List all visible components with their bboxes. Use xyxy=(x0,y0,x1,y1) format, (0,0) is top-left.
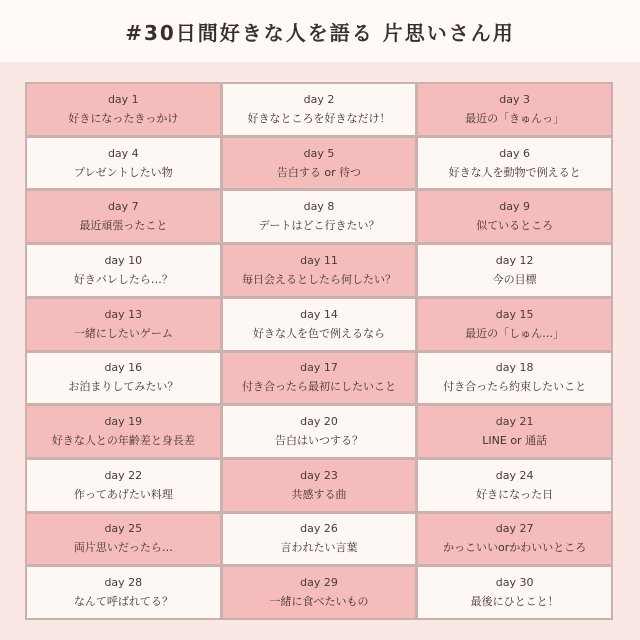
day-prompt: デートはどこ行きたい？ xyxy=(258,219,380,233)
day-prompt: 好きバレしたら…？ xyxy=(73,272,173,286)
day-cell xyxy=(223,567,416,618)
day-prompt: 似ているところ xyxy=(476,219,554,233)
day-prompt: 作ってあげたい料理 xyxy=(73,487,173,501)
day-label: day 16 xyxy=(104,361,143,375)
day-label: day 29 xyxy=(300,576,338,590)
day-prompt: 両片思いだったら… xyxy=(73,541,173,555)
day-label: day 15 xyxy=(495,307,534,321)
day-prompt: かっこいいorかわいいところ xyxy=(443,541,587,555)
day-label: day 23 xyxy=(300,468,338,482)
day-cell xyxy=(223,191,416,242)
day-prompt: LINE or 通話 xyxy=(482,434,548,448)
page-title: #30日間好きな人を語る 片思いさん用 xyxy=(125,20,515,45)
day-cell xyxy=(27,84,220,135)
challenge-grid xyxy=(25,82,613,620)
day-prompt: 好きになったきっかけ xyxy=(68,111,179,125)
day-label: day 14 xyxy=(300,307,338,321)
day-cell xyxy=(27,567,220,618)
day-label: day 27 xyxy=(495,522,534,536)
day-label: day 28 xyxy=(104,576,143,590)
day-prompt: 好きになった日 xyxy=(476,487,554,501)
day-label: day 12 xyxy=(495,253,534,267)
day-label: day 24 xyxy=(495,468,534,482)
day-prompt: 最近の「しゅん…」 xyxy=(465,326,565,340)
day-prompt: 付き合ったら最初にしたいこと xyxy=(241,380,396,394)
header xyxy=(0,0,640,62)
day-prompt: 共感する曲 xyxy=(291,487,347,501)
day-cell xyxy=(27,299,220,350)
day-label: day 6 xyxy=(499,146,531,160)
day-prompt: プレゼントしたい物 xyxy=(74,165,173,179)
day-label: day 17 xyxy=(300,361,338,375)
day-label: day 2 xyxy=(303,92,335,106)
day-cell xyxy=(418,191,611,242)
day-cell xyxy=(223,406,416,457)
day-cell xyxy=(223,514,416,565)
day-prompt: 好きな人を動物で例えると xyxy=(448,165,581,179)
day-label: day 3 xyxy=(499,92,531,106)
day-label: day 18 xyxy=(495,361,534,375)
day-prompt: 最後にひとこと！ xyxy=(470,595,559,609)
day-prompt: 好きな人との年齢差と身長差 xyxy=(51,434,195,448)
day-cell xyxy=(418,299,611,350)
day-prompt: 最近頑張ったこと xyxy=(79,219,168,233)
day-label: day 19 xyxy=(104,415,143,429)
day-prompt: お泊まりしてみたい？ xyxy=(68,380,179,394)
day-prompt: 告白はいつする？ xyxy=(274,434,363,448)
day-cell xyxy=(418,514,611,565)
day-label: day 22 xyxy=(104,468,143,482)
day-label: day 30 xyxy=(495,576,534,590)
day-cell xyxy=(223,460,416,511)
day-label: day 9 xyxy=(499,200,531,214)
day-label: day 26 xyxy=(300,522,338,536)
day-cell xyxy=(418,84,611,135)
day-cell xyxy=(223,353,416,404)
day-prompt: 告白する or 待つ xyxy=(276,165,362,179)
day-label: day 20 xyxy=(300,415,338,429)
day-prompt: 好きなところを好きなだけ！ xyxy=(247,111,391,125)
day-label: day 21 xyxy=(495,415,534,429)
day-cell xyxy=(223,84,416,135)
day-label: day 10 xyxy=(104,253,143,267)
day-cell xyxy=(27,406,220,457)
day-label: day 7 xyxy=(107,200,139,214)
day-cell xyxy=(27,191,220,242)
day-cell xyxy=(418,460,611,511)
day-cell xyxy=(27,460,220,511)
day-label: day 25 xyxy=(104,522,143,536)
day-cell xyxy=(27,514,220,565)
day-prompt: 一緒にしたいゲーム xyxy=(73,326,173,340)
day-cell xyxy=(27,353,220,404)
day-cell xyxy=(223,138,416,189)
day-prompt: 毎日会えるとしたら何したい？ xyxy=(241,272,396,286)
day-cell xyxy=(418,567,611,618)
day-prompt: 一緒に食べたいもの xyxy=(269,595,369,609)
day-prompt: 最近の「きゅんっ」 xyxy=(465,111,565,125)
day-label: day 4 xyxy=(107,146,139,160)
day-label: day 8 xyxy=(303,200,335,214)
day-label: day 5 xyxy=(303,146,335,160)
day-cell xyxy=(27,245,220,296)
day-prompt: 今の目標 xyxy=(492,272,537,286)
day-cell xyxy=(418,138,611,189)
day-label: day 13 xyxy=(104,307,143,321)
day-cell xyxy=(418,353,611,404)
day-prompt: 付き合ったら約束したいこと xyxy=(443,380,587,394)
day-label: day 1 xyxy=(107,92,139,106)
day-cell xyxy=(418,245,611,296)
day-label: day 11 xyxy=(300,253,338,267)
day-prompt: 好きな人を色で例えるなら xyxy=(252,326,385,340)
day-cell xyxy=(418,406,611,457)
day-prompt: なんて呼ばれてる？ xyxy=(73,595,173,609)
day-cell xyxy=(223,299,416,350)
day-cell xyxy=(27,138,220,189)
day-prompt: 言われたい言葉 xyxy=(280,541,358,555)
day-cell xyxy=(223,245,416,296)
